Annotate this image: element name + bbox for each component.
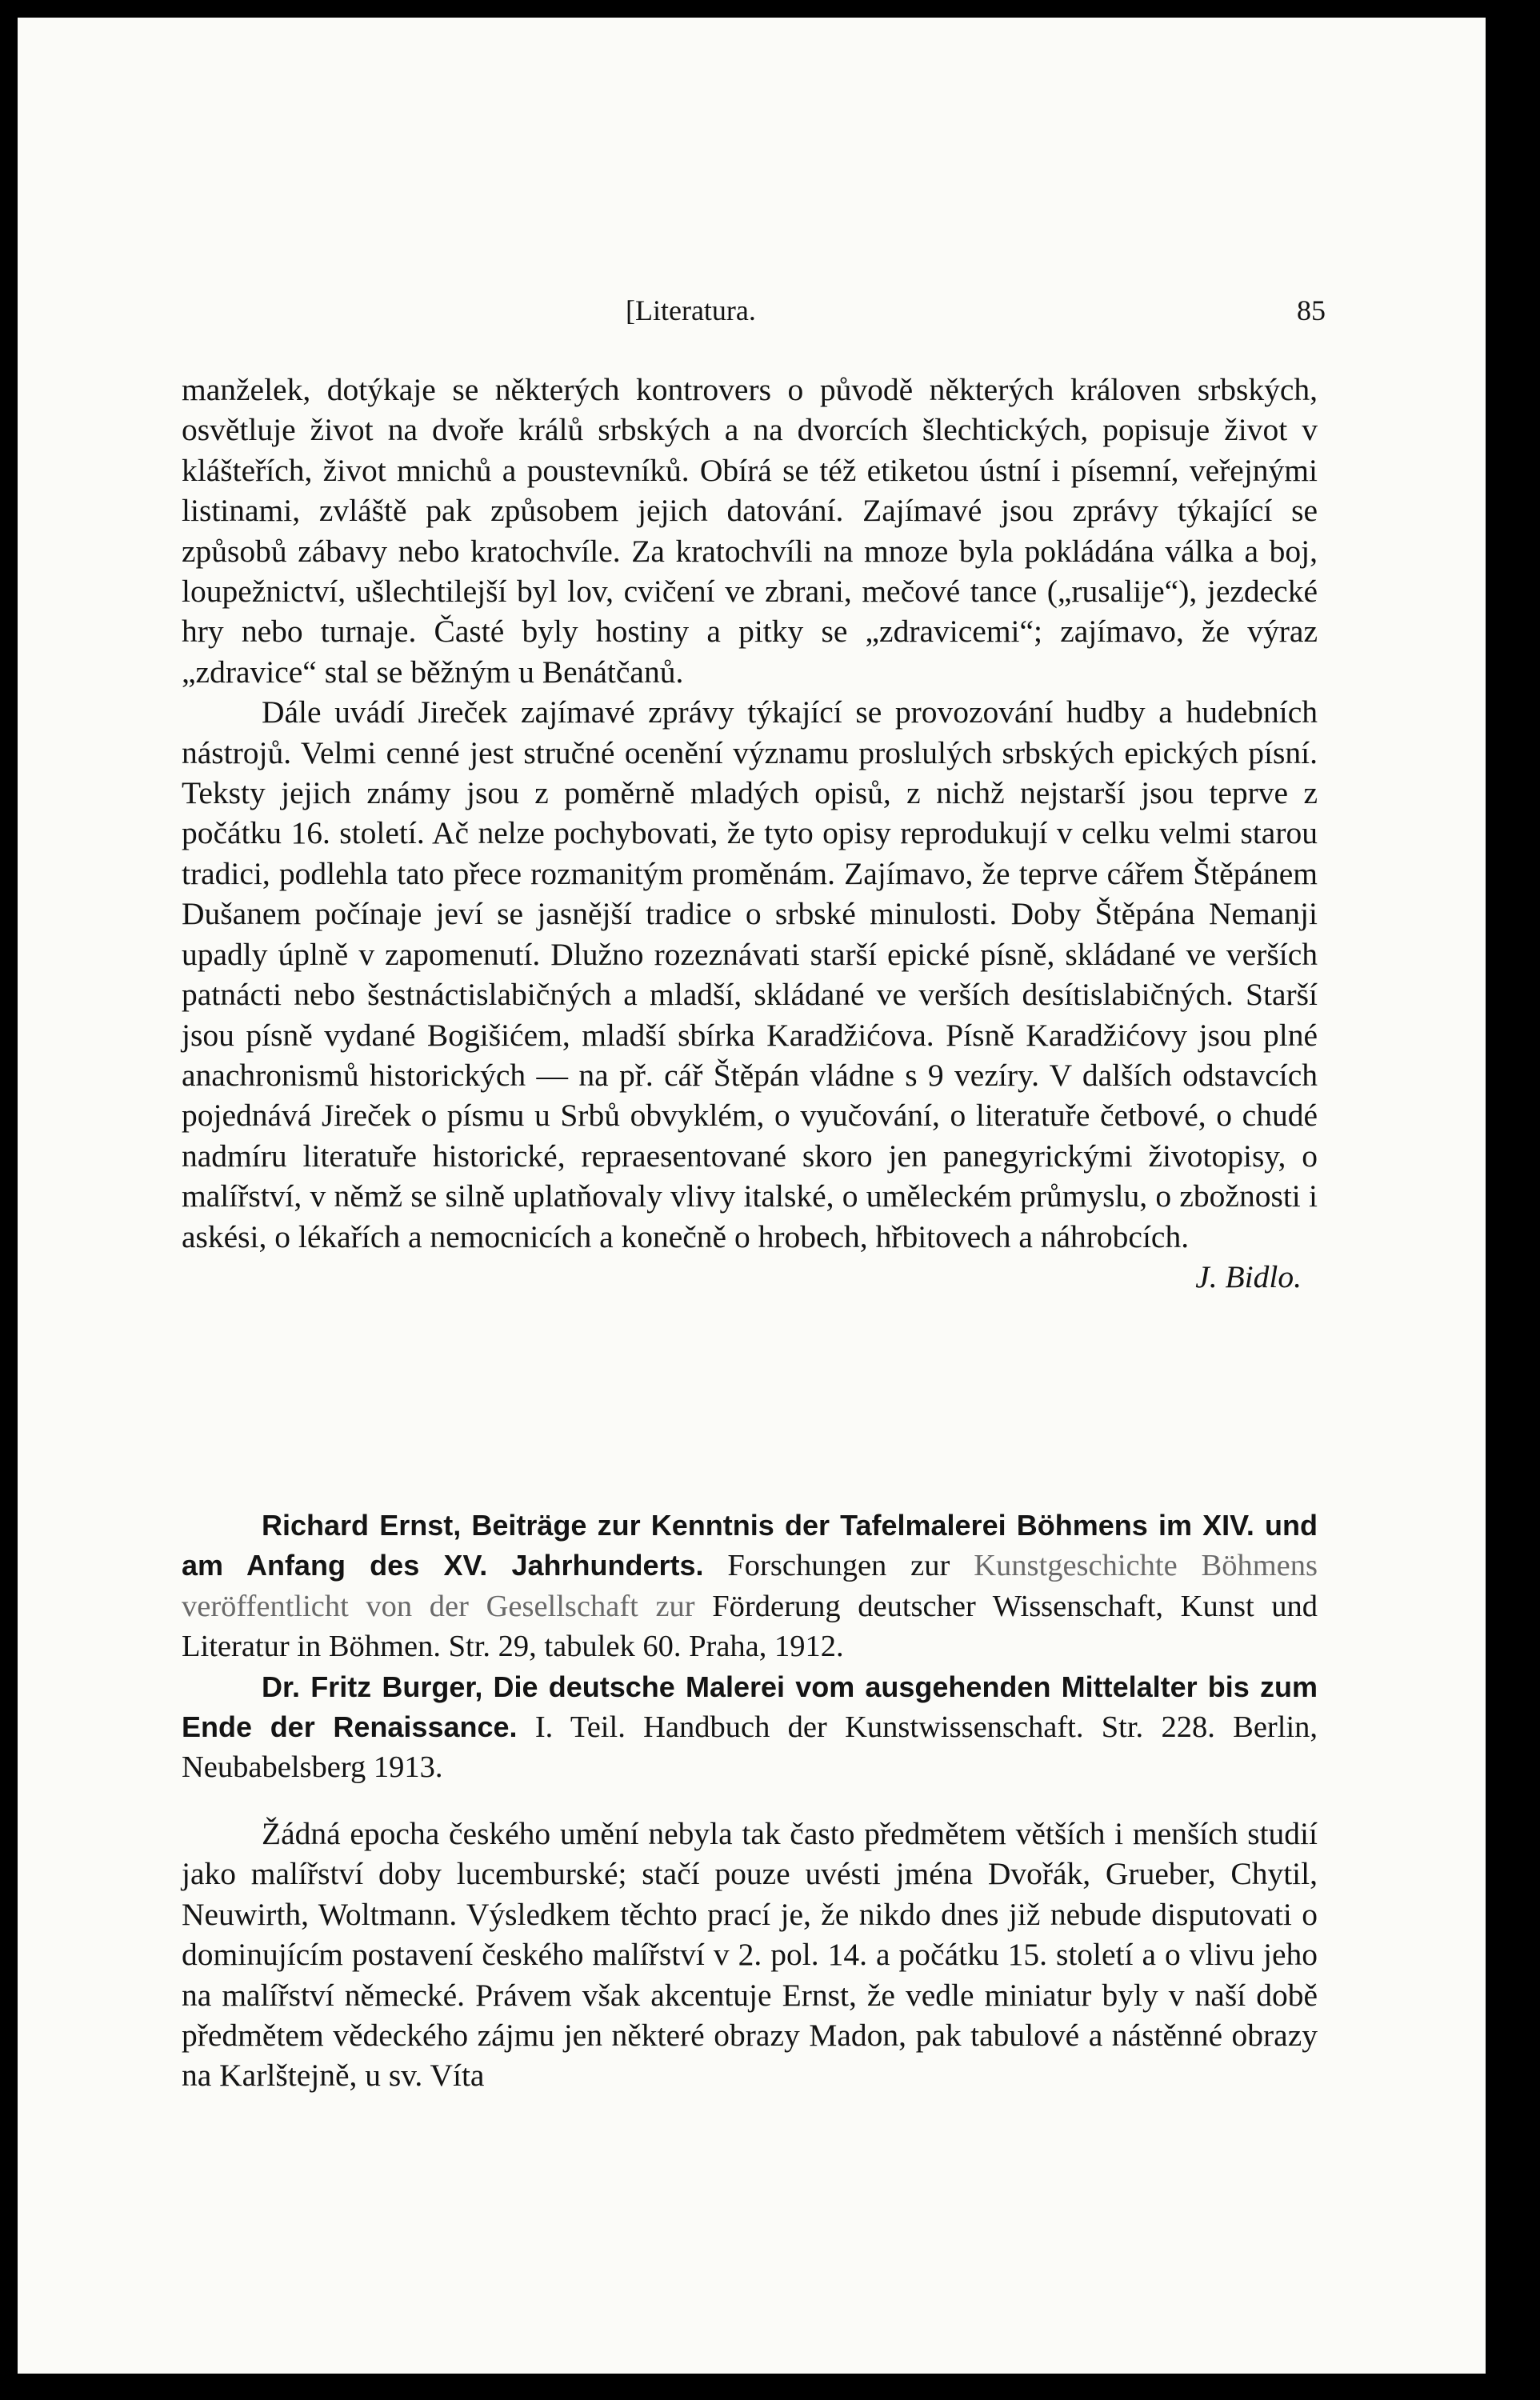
book-details-ernst-c: Förderung deutscher Wissenschaft, Kunst und Literatur in Böhmen. Str. 29, tabulek 60. Praha, 1912. bbox=[182, 1589, 1318, 1664]
paragraph-2: Dále uvádí Jireček zajímavé zprávy týkající se provozování hudby a hudebních nástrojů. Velmi cenné jest stručné ocenění významu proslulých srbských epických písní. Teksty jejich známy jsou z poměrně mladých opisů, z nichž nejstarší jsou teprve z počátku 16. století. Ač nelze pochybovati, že tyto opisy reprodukují v celku velmi starou tradici, podlehla tato přece rozmanitým proměnám. Zajímavo, že teprve cářem Štěpánem Dušanem počínaje jeví se jasnější tradice o srbské minulosti. Doby Štěpána Nemanji upadly úplně v zapomenutí. Dlužno rozeznávati starší epické písně, skládané ve verších patnácti nebo šestnáctislabičných a mladší, skládané ve verších desítislabičných. Starší jsou písně vydané Bogišićem, mladší sbírka Karadžićova. Písně Karadžićovy jsou plné anachronismů historických — na př. cář Štěpán vládne s 9 vezíry. V dalších odstavcích pojednává Jireček o písmu u Srbů obvyklém, o vyučování, o literatuře četbové, o chudé nadmíru literatuře historické, repraesentované skoro jen panegyrickými životopisy, o malířství, v němž se silně uplatňovaly vlivy italské, o uměleckém průmyslu, o zbožnosti i askési, o lékařích a nemocnicích a konečně o hrobech, hřbitovech a náhrobcích. bbox=[182, 694, 1318, 1254]
bibliography-entries bbox=[182, 1506, 1318, 1788]
page-header bbox=[182, 286, 1326, 334]
book-entry-ernst bbox=[182, 1506, 1318, 1667]
page-number: 85 bbox=[1297, 294, 1326, 326]
reviewer-signature: J. Bidlo. bbox=[1195, 1258, 1302, 1294]
book-details-ernst-b: Kunstgeschichte Böhmens veröffentlicht von der Gesellschaft zur bbox=[182, 1549, 1318, 1623]
review-section-ernst bbox=[182, 1814, 1318, 2096]
running-title: [Literatura. bbox=[626, 294, 756, 326]
paragraph-1: manželek, dotýkaje se některých kontrovers o původě některých královen srbských, osvětluje život na dvoře králů srbských a na dvorcích šlechtických, popisuje život v klášteřích, život mnichů a poustevníků. Obírá se též etiketou ústní i písemní, veřejnými listinami, zvláště pak způsobem jejich datování. Zajímavé jsou zprávy týkající se způsobů zábavy nebo kratochvíle. Za kratochvíli na mnoze byla pokládána válka a boj, loupežnictví, ušlechtilejší byl lov, cvičení ve zbrani, mečové tance („rusalije“), jezdecké hry nebo turnaje. Časté byly hostiny a pitky se „zdravicemi“; zajímavo, že výraz „zdravice“ stal se běžným u Benátčanů. bbox=[182, 372, 1318, 690]
book-title-ernst: Richard Ernst, Beiträge zur Kenntnis der Tafelmalerei Böhmens im XIV. und am Anfang des XV. Jahrhunderts. bbox=[182, 1509, 1318, 1582]
review-section-jirecek bbox=[182, 370, 1318, 1297]
signature-line bbox=[182, 1257, 1318, 1297]
book-page bbox=[18, 18, 1486, 2374]
book-details-burger: I. Teil. Handbuch der Kunstwissenschaft. Str. 228. Berlin, Neubabelsberg 1913. bbox=[182, 1710, 1318, 1785]
book-title-burger: Dr. Fritz Burger, Die deutsche Malerei vom ausgehenden Mittelalter bis zum Ende der Renaissance. bbox=[182, 1670, 1318, 1744]
book-details-ernst-a: Forschungen zur bbox=[727, 1549, 950, 1583]
paragraph-3: Žádná epocha českého umění nebyla tak často předmětem větších i menších studií jako malířství doby lucemburské; stačí pouze uvésti jména Dvořák, Grueber, Chytil, Neuwirth, Woltmann. Výsledkem těchto prací je, že nikdo dnes již nebude disputovati o dominujícím postavení českého malířství v 2. pol. 14. a počátku 15. století a o vlivu jeho na malířství německé. Právem však akcentuje Ernst, že vedle miniatur byly v naší době předmětem vědeckého zájmu jen některé obrazy Madon, pak tabulové a nástěnné obrazy na Karlštejně, u sv. Víta bbox=[182, 1816, 1318, 2094]
book-entry-burger bbox=[182, 1667, 1318, 1788]
